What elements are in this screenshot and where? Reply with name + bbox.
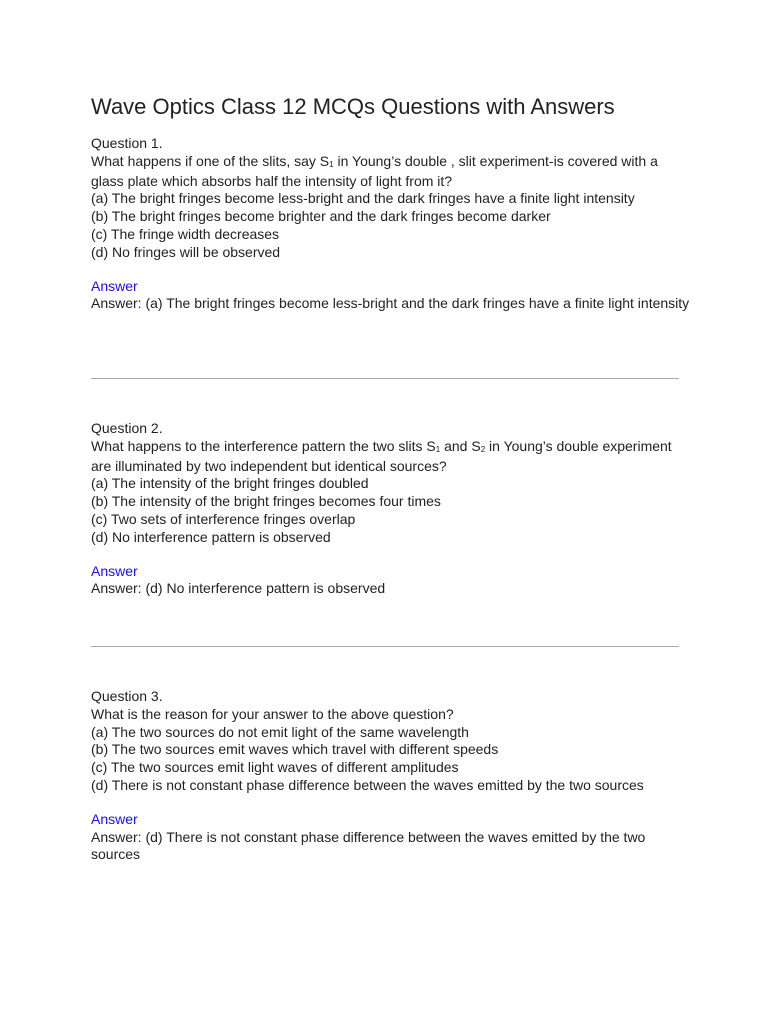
divider (91, 646, 679, 647)
question-block-1 (91, 135, 691, 313)
page-title: Wave Optics Class 12 MCQs Questions with Answers (91, 94, 615, 119)
option-b: (b) The intensity of the bright fringes becomes four times (91, 493, 441, 510)
question-label: Question 2. (91, 420, 163, 436)
option-c: (c) The fringe width decreases (91, 225, 280, 242)
option-a: (a) The bright fringes become less-bright and the dark fringes have a finite light intensity (91, 190, 635, 207)
subscript: 2 (480, 444, 486, 454)
question-label: Question 3. (91, 688, 163, 704)
subscript: 1 (435, 444, 441, 454)
question-text-part: in Young’s double , slit experiment-is covered with a glass plate which absorbs half the intensity of light from it? (91, 152, 658, 189)
option-c: (c) Two sets of interference fringes overlap (91, 510, 356, 527)
option-a: (a) The two sources do not emit light of the same wavelength (91, 723, 469, 740)
option-d: (d) No interference pattern is observed (91, 528, 331, 545)
option-c: (c) The two sources emit light waves of different amplitudes (91, 759, 459, 776)
option-b: (b) The two sources emit waves which travel with different speeds (91, 741, 499, 758)
question-text-part: What happens to the interference pattern the two slits S (91, 437, 436, 454)
question-text (91, 438, 691, 476)
question-text-part: in Young’s double experiment are illuminated by two independent but identical sources? (91, 437, 672, 474)
divider (91, 378, 679, 379)
option-d: (d) There is not constant phase difference between the waves emitted by the two sources (91, 776, 644, 793)
question-text-part: and S (440, 437, 481, 454)
question-label: Question 1. (91, 135, 163, 151)
question-text: What is the reason for your answer to the above question? (91, 705, 454, 722)
answer-link[interactable]: Answer (91, 562, 138, 579)
question-block-3 (91, 688, 691, 864)
answer-text: Answer: (d) No interference pattern is observed (91, 580, 386, 597)
answer-text: Answer: (a) The bright fringes become less-bright and the dark fringes have a finite light intensity (91, 295, 690, 312)
option-a: (a) The intensity of the bright fringes doubled (91, 475, 369, 492)
subscript: 1 (329, 159, 334, 169)
option-d: (d) No fringes will be observed (91, 243, 281, 260)
answer-link[interactable]: Answer (91, 277, 138, 294)
option-b: (b) The bright fringes become brighter and the dark fringes become darker (91, 208, 551, 225)
question-text (91, 153, 691, 191)
question-text-part: What happens if one of the slits, say S (91, 152, 330, 169)
answer-link[interactable]: Answer (91, 810, 138, 827)
question-block-2 (91, 420, 691, 598)
answer-text: Answer: (d) There is not constant phase difference between the waves emitted by the two sources (91, 828, 646, 863)
